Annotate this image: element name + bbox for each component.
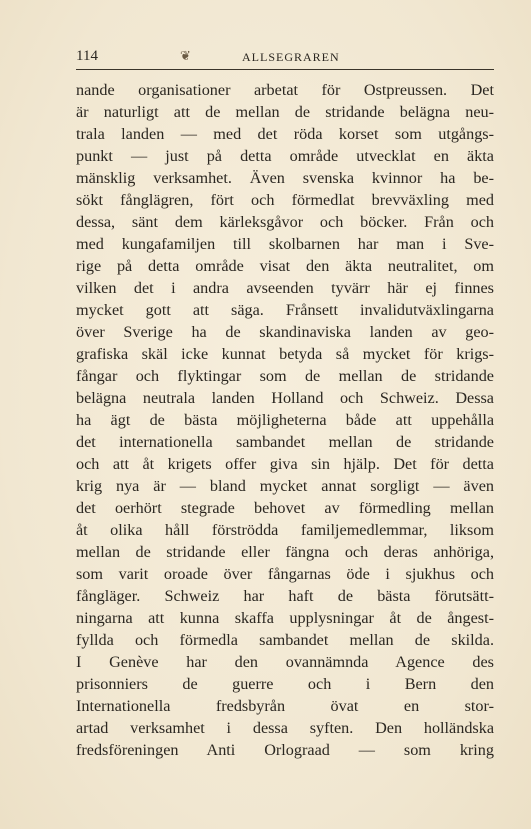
text-line: ningarna att kunna skaffa upplysningar åt de ångest- <box>76 609 494 627</box>
page-number: 114 <box>76 48 98 64</box>
text-line: nande organisationer arbetat för Ostpreussen. Det <box>76 81 494 99</box>
text-line: är naturligt att de mellan de stridande belägna neu- <box>76 103 494 121</box>
text-line: det oerhört stegrade behovet av förmedling mellan <box>76 499 494 517</box>
text-line: artad verksamhet i dessa syften. Den holländska <box>76 719 494 737</box>
text-line: och att åt krigets offer giva sin hjälp. Det för detta <box>76 455 494 473</box>
text-line: mycket gott att säga. Frånsett invalidutväxlingarna <box>76 301 494 319</box>
fleuron-ornament-icon: ❦ <box>180 48 191 63</box>
text-line: vilken det i andra avseenden tyvärr här ej finnes <box>76 279 494 297</box>
text-line: dessa, sänt dem kärleksgåvor och böcker. Från och <box>76 213 494 231</box>
text-line: prisonniers de guerre och i Bern den <box>76 675 494 693</box>
text-line: mellan de stridande eller fängna och deras anhöriga, <box>76 543 494 561</box>
text-line: fredsföreningen Anti Orlograad — som kring <box>76 741 494 759</box>
text-line: rige på detta område visat den äkta neutralitet, om <box>76 257 494 275</box>
header-rule <box>76 69 494 70</box>
text-line: åt olika håll förströdda familjemedlemmar, liksom <box>76 521 494 539</box>
page-header <box>76 46 494 68</box>
text-line: sökt fånglägren, fört och förmedlat brevväxling med <box>76 191 494 209</box>
text-line: som varit oroade över fångarnas öde i sjukhus och <box>76 565 494 583</box>
text-line: fångar och flyktingar som de mellan de stridande <box>76 367 494 385</box>
text-line: grafiska skäl icke kunnat betyda så mycket för krigs- <box>76 345 494 363</box>
text-line: trala landen — med det röda korset som utgångs- <box>76 125 494 143</box>
text-line: fyllda och förmedla sambandet mellan de skilda. <box>76 631 494 649</box>
text-line: krig nya är — bland mycket annat sorgligt — även <box>76 477 494 495</box>
text-line: det internationella sambandet mellan de stridande <box>76 433 494 451</box>
text-line: Internationella fredsbyrån övat en stor- <box>76 697 494 715</box>
text-line: över Sverige ha de skandinaviska landen av geo- <box>76 323 494 341</box>
text-line: I Genève har den ovannämnda Agence des <box>76 653 494 671</box>
text-line: belägna neutrala landen Holland och Schweiz. Dessa <box>76 389 494 407</box>
text-line: fångläger. Schweiz har haft de bästa förutsätt- <box>76 587 494 605</box>
text-line: ha ägt de bästa möjligheterna både att uppehålla <box>76 411 494 429</box>
text-line: mänsklig verksamhet. Även svenska kvinnor ha be- <box>76 169 494 187</box>
text-line: med kungafamiljen till skolbarnen har man i Sve- <box>76 235 494 253</box>
body-text <box>76 79 494 761</box>
text-line: punkt — just på detta område utvecklat en äkta <box>76 147 494 165</box>
running-title: ALLSEGRAREN <box>242 50 340 64</box>
